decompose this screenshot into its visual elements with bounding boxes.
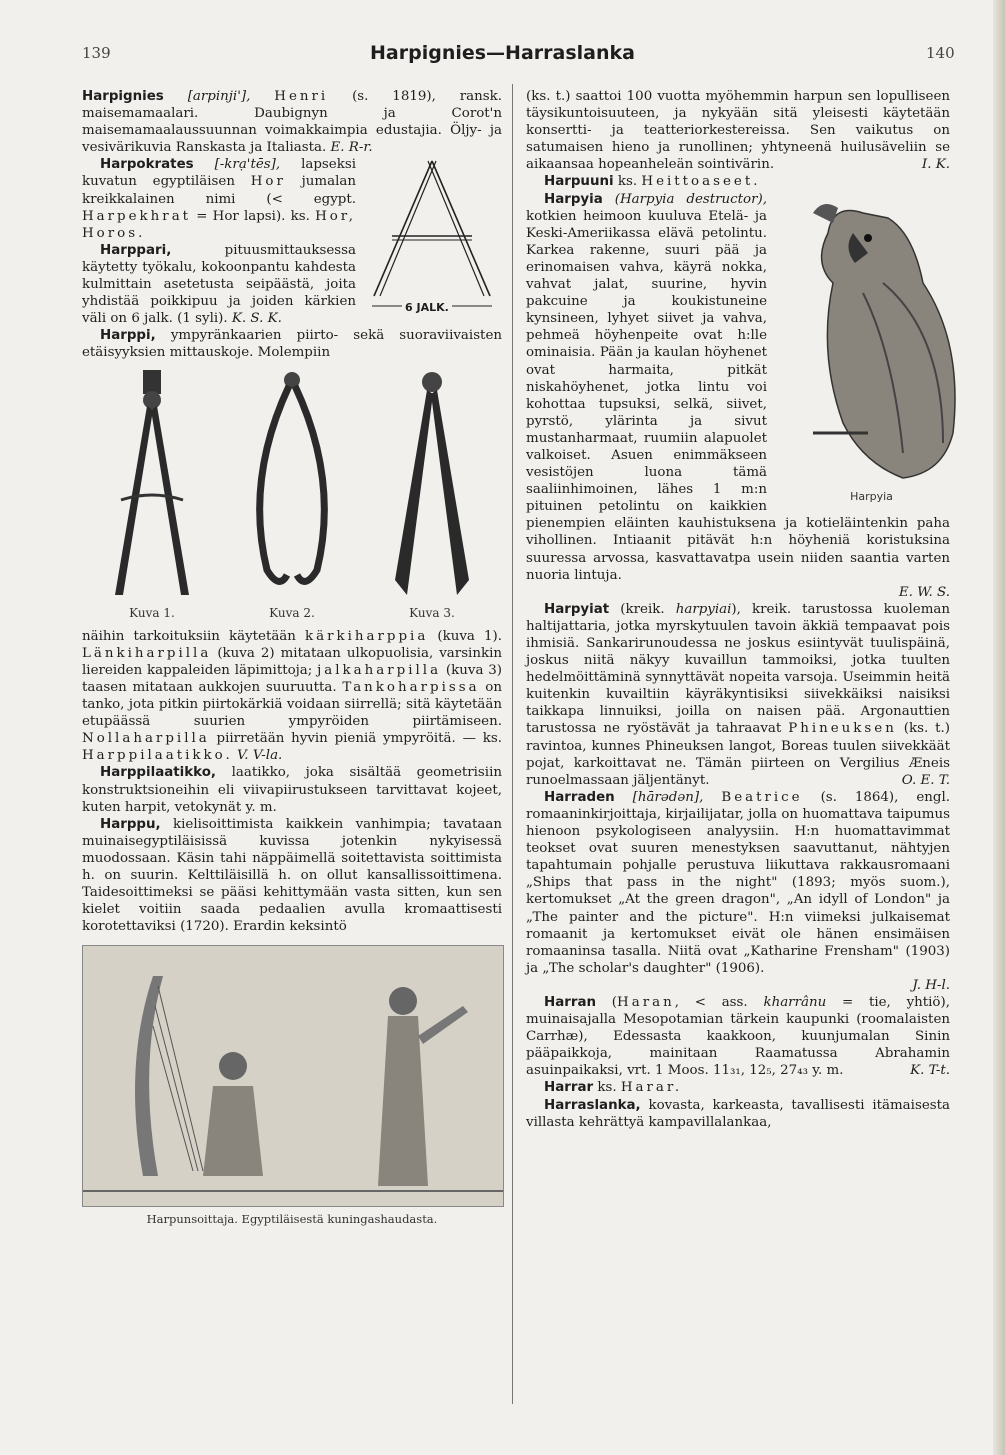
entry-harppari: Harppari, pituusmittauksessa käytetty työkalu, kokoonpantu kahdesta kulmittain asetetusta seipäästä, joita yhdistää poikkipuu ja joiden kärkien väli on 6 jalk. (1 syli). K. S. K. [82,242,356,327]
headword: Harppu, [100,816,161,832]
headword: Harraden [544,789,615,805]
harppari-figure-label: 6 JALK. [402,299,452,316]
page-edge-shadow [993,0,1005,1455]
entry-harrar: Harrar ks. Harar. [544,1080,683,1096]
headword: Harran [544,994,597,1010]
entry-harraden: Harraden [hārədən], Beatrice (s. 1864), engl. romaaninkirjoittaja, kirjailijatar, jolla on huomattava taipumus hienoon psykologiseen analyysiin. H:n huomattavimmat teokset ovat suuren menestyksen saavuttanut, nähtyjen tapahtumain pohjalle perustuva liikuttava rakkausromaani „Ships that pass in the night" (1893; myös suom.), kertomukset „At the green dragon", „An idyll of London" ja „The painter and the picture". H:n viimeksi julkaisemat romaanit ja kertomukset eivät ole hänen ensimäisen romaaninsa tasalla. Niitä ovat „Katharine Frensham" (1903) ja „The scholar's daughter" (1906). [526,789,951,976]
running-head: Harpignies—Harraslanka [370,42,635,64]
figure-kuva-2 [237,370,347,622]
entry-harppilaatikko: Harppilaatikko, laatikko, joka sisältää geometrisiin konstruktsioneihin eli viivapiirustukseen tarvittavat kojeet, kuten harpit, vetokynät y. m. [82,765,502,815]
headword: Harpyia [544,191,603,207]
headword: Harppilaatikko, [100,765,216,781]
egypt-image-caption: Harpunsoittaja. Egyptiläisestä kuningashaudasta. [146,1212,438,1227]
right-column [526,88,950,1131]
figure-kuva-1 [97,370,207,622]
compass-figures [82,370,502,622]
headword: Harpuuni [544,174,614,190]
signature: E. W. S. [898,584,950,600]
harpyia-figure-caption: Harpyia [850,489,893,503]
entry-harpignies: Harpignies [arpinji'], Henri (s. 1819), ransk. maisemamaalari. Daubignyn ja Corot'n maisemamaalaussuunnan voimakkaimpia edustajia. Öljy- ja vesivärikuvia Ranskasta ja Italiasta. E. R-r. [82,89,502,156]
entry-harpuuni: Harpuuni ks. Heittoaseet. [544,174,761,190]
entry-harppi: Harppi, ympyränkaarien piirto- sekä suoraviivaisten etäisyyksien mittauskoje. Molempiin [82,328,502,361]
column-divider [512,84,513,1404]
entry-harpokrates: Harpokrates [-krạ'tēs], lapseksi kuvatun egyptiläisen Hor jumalan kreikkalainen nimi (< egypt. Harpekhrat = Hor lapsi). ks. Hor, Horos. [82,157,356,241]
caption-kuva-3: Kuva 3. [409,605,455,620]
caption-kuva-1: Kuva 1. [129,605,175,620]
headword: Harpokrates [100,157,194,173]
headword: Harpignies [82,89,164,104]
entry-harpyiat: Harpyiat (kreik. harpyiai), kreik. tarustossa kuoleman haltijattaria, jotka myrskytuulen tavoin äkkiä tempaavat pois ihmisiä. Sankarirunoudessa ne joskus esiintyvät tuulispäinä, joskus niitä näkyy kuvaillun tammoiksi, jotka tuulten hedelmöittäminä synnyttävät nopeita varsoja. Useimmin heitä kuitenkin kuvailtiin käyräkyntisiksi siivekkäiksi naisiksi taikkapa linnuiksi, joilla on naisen pää. Argonauttien tarustossa ne ryöstävät ja tahraavat Phineuksen (ks. t.) ravintoa, kunnes Phineuksen langot, Boreas tuulen siivekkäät pojat, karkoittavat ne. Tämän piirteen on Vergilius Æneis runoelmassaan jäljentänyt. O. E. T. [526,601,950,788]
left-column [82,88,502,1228]
caption-kuva-2: Kuva 2. [269,605,315,620]
headword: Harpyiat [544,601,610,617]
entry-harppu-continued: (ks. t.) saattoi 100 vuotta myöhemmin harpun sen lopulliseen täysikuntoisuuteen, ja nykyään sitä yleisesti käytetään konsertti- ja teatteriorkestereissa. Sen vaikutus on satumaisen hieno ja runollinen; yhtyneenä huilusäveliin se aikaansaa hopeanheleän sointivärin. I. K. [526,89,950,173]
left-page-number: 139 [82,44,111,62]
egyptian-harpist-image [82,945,504,1207]
harppari-figure [362,156,502,316]
entry-harppi-continued: näihin tarkoituksiin käytetään kärkiharppia (kuva 1). Länkiharpilla (kuva 2) mitataan ulkopuolisia, varsinkin liereiden kappaleiden läpimittoja; jalkaharpilla (kuva 3) taasen mitataan aukkojen suuruutta. Tankoharpissa on tanko, jota pitkin piirtokärkiä voidaan siirrellä; sitä käytetään etupäässä suurien ympyröiden piirtämiseen. Nollaharpilla piirretään hyvin pieniä ympyröitä. — ks. Harppilaatikko. V. V-la. [82,628,503,764]
headword: Harppi, [100,328,156,344]
entry-harpyia: Harpyia (Harpyia destructor), Harpyia kotkien heimoon kuuluva Etelä- ja Keski-Ameriikassa elävä petolintu. Karkea rakenne, suuri pää ja erinomaisen vahva, käyrä nokka, vahvat jalat, suurine, hyvin pakсuine ja koukistuneine kynsineen, lyhyet siivet ja vahva, pehmeä höyhenpeite ovat h:lle ominaisia. Pään ja kaulan höyhenet ovat harmaita, pitkät niskahöyhenet, jotka lintu voi kohottaa tupsuksi, selkä, siivet, pyrstö, ylärinta ja sivut mustanharmaat, ruumiin alapuolet valkoiset. Asuen enimmäkseen vesistöjen luona tämä saaliinhimoinen, lähes 1 m:n pituinen petolintu on kaikkien pienempien eläinten kauhistuksena ja kotieläintenkin paha vihollinen. Intiaanit pitävät h:n höyheniä koristuksina suuressa arvossa, kasvattavatpa usein niiden saantia varten nuoria lintuja. [526,191,950,584]
headword: Harppari, [100,242,172,258]
entry-harran: Harran (Haran, < ass. kharrânu = tie, yhtiö), muinaisajalla Mesopotamian tärkein kaupunki (roomalaisten Carrhæ), Edessasta kaakkoon, kuunjumalan Sinin pääpaikkoja, mainitaan Raamatussa Abrahamin asuinpaikaksi, vrt. 1 Moos. 11₃₁, 12₅, 27₄₃ y. m. K. T-t. [526,994,950,1079]
entry-harraslanka: Harraslanka, kovasta, karkeasta, tavallisesti itämaisesta villasta kehrättyä kampavillalankaa, [526,1097,950,1130]
headword: Harrar [544,1080,594,1096]
headword: Harraslanka, [544,1097,641,1113]
harpyia-bird-figure [775,193,950,503]
signature: J. H-l. [912,977,950,993]
figure-kuva-3 [377,370,487,622]
right-page-number: 140 [926,44,955,62]
entry-harppu: Harppu, kielisoittimista kaikkein vanhimpia; tavataan muinaisegyptiläisissä kuvissa jotenkin nykyisessä muodossaan. Käsin tahi näppäimellä soitettavista soittimista h. on suurin. Kelttiläisillä h. on ollut kansallissoittimena. Taidesoittimeksi se pääsi kehittymään vasta sitten, kun sen kielet voitiin saada pedaalien avulla kromaattisesti korotettaviksi (1720). Erardin keksintö [82,816,502,935]
